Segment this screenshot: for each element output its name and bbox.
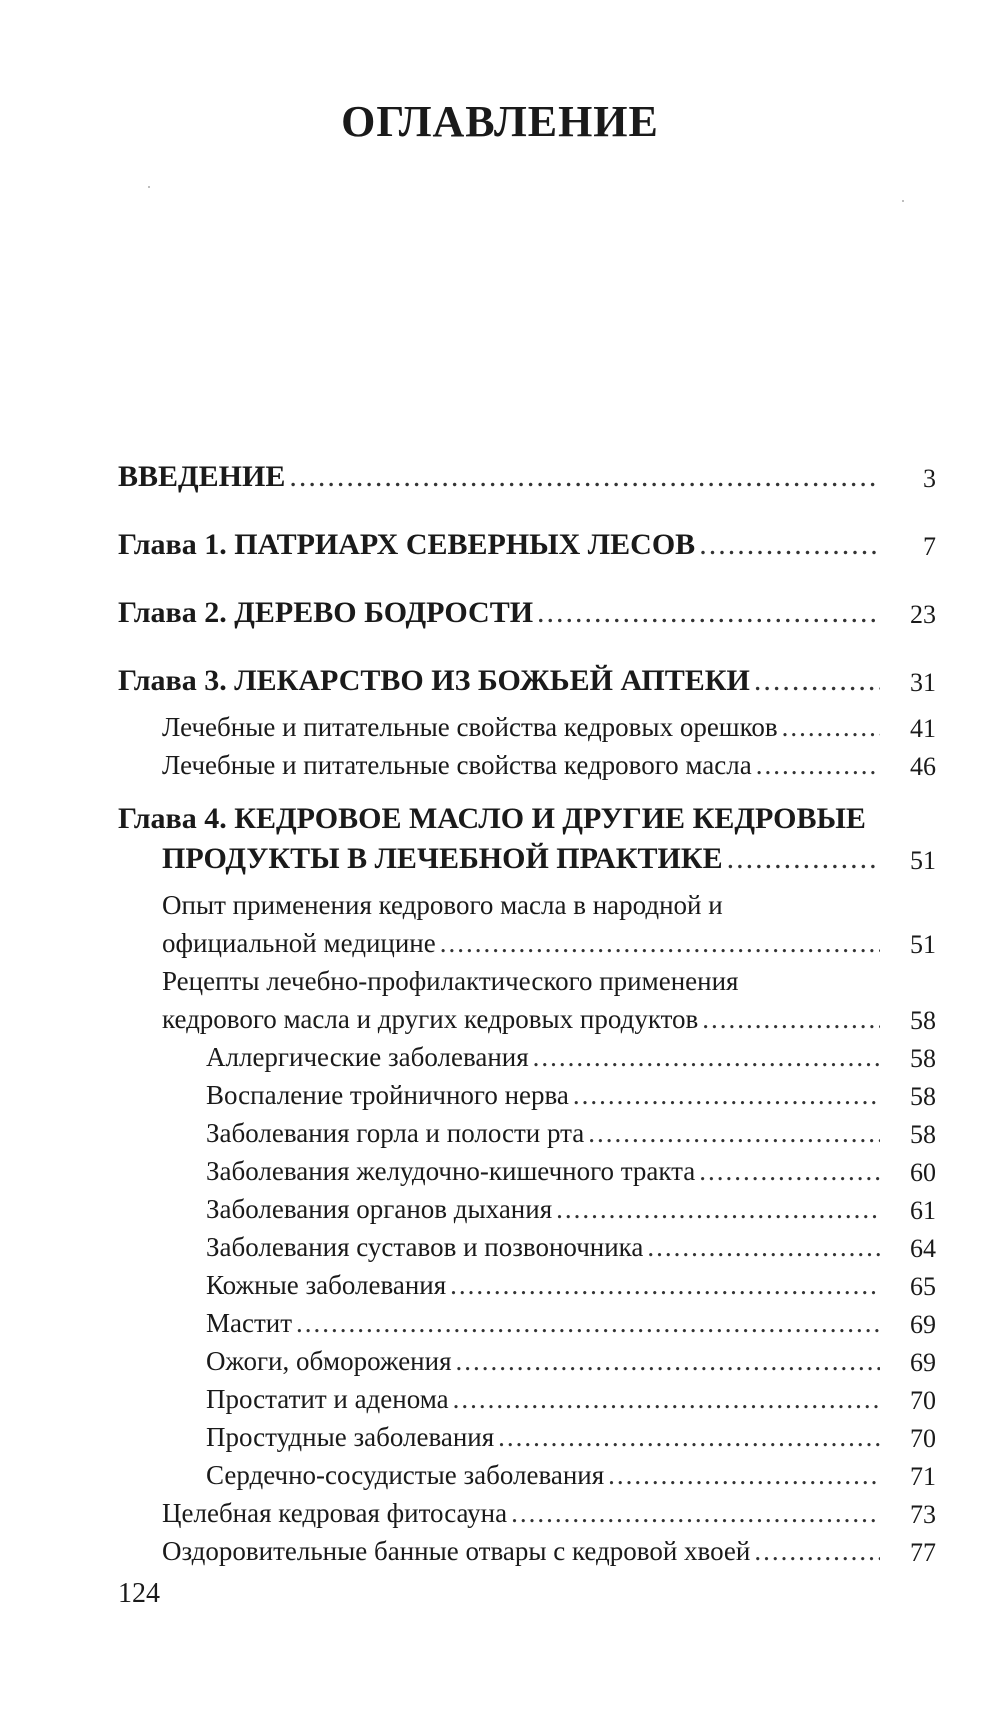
toc-entry-section[interactable] [0, 1536, 1000, 1576]
toc-entry-title: Глава 2. ДЕРЕВО БОДРОСТИ [118, 596, 534, 629]
leader-dots [537, 596, 880, 630]
leader-dots [702, 1004, 880, 1035]
leader-dots [511, 1498, 880, 1529]
toc-entry-title: Целебная кедровая фитосауна [162, 1498, 508, 1528]
toc-entry-title: Простатит и аденома [206, 1384, 449, 1414]
toc-entry-title: Аллергические заболевания [206, 1042, 529, 1072]
toc-entry-subsection[interactable] [0, 1156, 1000, 1196]
toc-entry-title: ВВЕДЕНИЕ [118, 460, 286, 493]
toc-entry-chapter-4[interactable] [0, 842, 1000, 882]
toc-entry-section[interactable] [0, 712, 1000, 752]
leader-dots [647, 1232, 880, 1263]
leader-dots [699, 528, 880, 562]
toc-entry-title: Простудные заболевания [206, 1422, 495, 1452]
toc-entry-page: 70 [910, 1424, 936, 1453]
leader-dots [453, 1384, 880, 1415]
toc-entry-title: ПРОДУКТЫ В ЛЕЧЕБНОЙ ПРАКТИКЕ [162, 842, 723, 875]
toc-entry-title: Заболевания органов дыхания [206, 1194, 553, 1224]
toc-entry-page: 64 [910, 1234, 936, 1263]
toc-entry-page: 31 [910, 668, 936, 697]
toc-entry-title: Лечебные и питательные свойства кедрового масла [162, 750, 752, 780]
toc-entry-title: Глава 3. ЛЕКАРСТВО ИЗ БОЖЬЕЙ АПТЕКИ [118, 664, 750, 697]
toc-entry-section-line1[interactable]: Опыт применения кедрового масла в народной и [162, 890, 723, 920]
toc-entry-page: 65 [910, 1272, 936, 1301]
toc-entry-subsection[interactable] [0, 1346, 1000, 1386]
toc-entry-subsection[interactable] [0, 1270, 1000, 1310]
toc-entry-title: Заболевания суставов и позвоночника [206, 1232, 644, 1262]
toc-entry-page: 69 [910, 1348, 936, 1377]
toc-entry-page: 46 [910, 752, 936, 781]
toc-entry-title: Кожные заболевания [206, 1270, 447, 1300]
toc-entry-page: 58 [910, 1044, 936, 1073]
page-number: 124 [118, 1578, 160, 1609]
toc-entry-chapter-2[interactable] [0, 596, 1000, 636]
toc-entry-chapter-1[interactable] [0, 528, 1000, 568]
leader-dots [440, 928, 880, 959]
toc-entry-page: 70 [910, 1386, 936, 1415]
toc-entry-section[interactable] [0, 928, 1000, 968]
leader-dots [289, 460, 880, 494]
toc-entry-page: 71 [910, 1462, 936, 1491]
toc-entry-page: 58 [910, 1082, 936, 1111]
toc-entry-title: Глава 1. ПАТРИАРХ СЕВЕРНЫХ ЛЕСОВ [118, 528, 696, 561]
toc-entry-page: 51 [910, 846, 936, 875]
toc-entry-section-line1[interactable]: Рецепты лечебно-профилактического применения [162, 966, 739, 996]
toc-entry-page: 73 [910, 1500, 936, 1529]
toc-entry-chapter-4-line1[interactable]: Глава 4. КЕДРОВОЕ МАСЛО И ДРУГИЕ КЕДРОВЫЕ [118, 802, 866, 835]
toc-entry-page: 77 [910, 1538, 936, 1567]
toc-entry-page: 61 [910, 1196, 936, 1225]
toc-entry-title: Сердечно-сосудистые заболевания [206, 1460, 605, 1490]
toc-entry-subsection[interactable] [0, 1422, 1000, 1462]
toc-entry-title: Лечебные и питательные свойства кедровых орешков [162, 712, 778, 742]
toc-entry-title: Оздоровительные банные отвары с кедровой хвоей [162, 1536, 751, 1566]
toc-entry-page: 58 [910, 1006, 936, 1035]
leader-dots [573, 1080, 880, 1111]
toc-entry-chapter-3[interactable] [0, 664, 1000, 704]
leader-dots [450, 1270, 880, 1301]
toc-entry-title: официальной медицине [162, 928, 436, 958]
toc-entry-subsection[interactable] [0, 1080, 1000, 1120]
toc-entry-subsection[interactable] [0, 1308, 1000, 1348]
toc-entry-title: Заболевания горла и полости рта [206, 1118, 585, 1148]
toc-entry-section[interactable] [0, 1498, 1000, 1538]
toc-entry-page: 3 [923, 464, 936, 493]
leader-dots [588, 1118, 880, 1149]
toc-entry-title: кедрового масла и других кедровых продуктов [162, 1004, 699, 1034]
toc-entry-page: 60 [910, 1158, 936, 1187]
leader-dots [498, 1422, 880, 1453]
toc-entry-subsection[interactable] [0, 1042, 1000, 1082]
toc-entry-subsection[interactable] [0, 1232, 1000, 1272]
toc-entry-title: Заболевания желудочно-кишечного тракта [206, 1156, 696, 1186]
leader-dots [456, 1346, 881, 1377]
toc-entry-subsection[interactable] [0, 1460, 1000, 1500]
toc-entry-page: 41 [910, 714, 936, 743]
toc-entry-subsection[interactable] [0, 1118, 1000, 1158]
toc-entry-page: 51 [910, 930, 936, 959]
toc-entry-subsection[interactable] [0, 1194, 1000, 1234]
toc-entry-intro[interactable] [0, 460, 1000, 500]
leader-dots [699, 1156, 880, 1187]
toc-entry-title: Воспаление тройничного нерва [206, 1080, 569, 1110]
scan-speck [902, 200, 904, 202]
leader-dots [296, 1308, 880, 1339]
toc-entry-title: Мастит [206, 1308, 293, 1338]
leader-dots [608, 1460, 880, 1491]
toc-entry-section[interactable] [0, 750, 1000, 790]
scan-speck [148, 186, 150, 188]
toc-entry-page: 7 [923, 532, 936, 561]
toc-entry-page: 69 [910, 1310, 936, 1339]
toc-entry-subsection[interactable] [0, 1384, 1000, 1424]
toc-entry-page: 58 [910, 1120, 936, 1149]
toc-entry-section[interactable] [0, 1004, 1000, 1044]
page-title: ОГЛАВЛЕНИЕ [341, 97, 659, 146]
toc-entry-title: Ожоги, обморожения [206, 1346, 452, 1376]
toc-entry-page: 23 [910, 600, 936, 629]
leader-dots [556, 1194, 880, 1225]
leader-dots [533, 1042, 880, 1073]
